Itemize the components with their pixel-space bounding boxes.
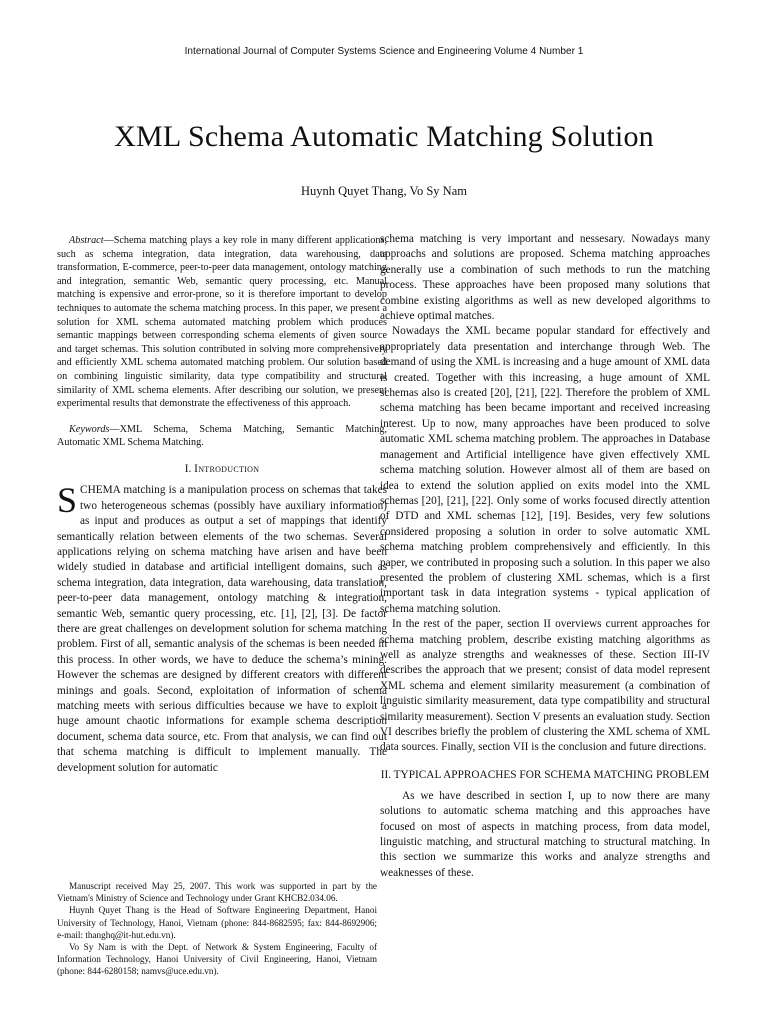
section-heading-typical-approaches: II. TYPICAL APPROACHES FOR SCHEMA MATCHING PROBLEM [380, 768, 710, 781]
keywords-paragraph [57, 423, 387, 450]
abstract-label: Abstract [69, 235, 104, 246]
right-column [380, 232, 710, 881]
footnote-manuscript: Manuscript received May 25, 2007. This work was supported in part by the Vietnam's Ministry of Science and Technology under Grant KHCB2.034.06. [57, 881, 377, 904]
intro-paragraph-1 [57, 480, 387, 776]
section-heading-introduction [57, 462, 387, 477]
keywords-label: Keywords [69, 423, 110, 435]
intro-paragraph-1-text: CHEMA matching is a manipulation process on schemas that takes two heterogeneous schemas (possibly have auxiliary information) as input and produces as output a set of mappings that identify semantically relation between elements of the two schemas. Several applications relying on schema matching have arisen and have been widely studied in database and artificial intelligent domains, such as schema integration, data integration, data warehousing, data translation, peer-to-peer data management, ontology matching & integration, semantic Web, semantic query processing, etc. [1], [2], [3]. De factor there are great challenges on development solution for schema matching problem. First of all, semantic analysis of the schemas is been needed in this process. In other words, we have to deduce the schema’s mining. However the schemas are designed by different creators with different minings and goals. Second, exploitation of information of schema matching meets with serious difficulties because we have to exploit a huge amount chaotic informations for example schema description document, schema data source, etc. From that analysis, we can find out that schema matching is difficult to implement manually. The development solution for automatic [57, 484, 387, 774]
abstract-paragraph [57, 234, 387, 411]
paper-title: XML Schema Automatic Matching Solution [114, 120, 654, 153]
footnote-author-1: Huynh Quyet Thang is the Head of Software Engineering Department, Hanoi University of Technology, Hanoi, Vietnam (phone: 844-8682595; fax: 844-8692906; e-mail: thanghq@it-hut.edu.vn). [57, 905, 377, 940]
intro-paragraph-1-continued: schema matching is very important and nessesary. Nowadays many approachs and solutions are proposed. Schema matching approaches generally use a combination of such methods to run the matching process. These approaches have been proposed many solutions that combine existing algorithms as well as new developed algorithms to achieve optimal matches. [380, 233, 710, 323]
section-number: I. [184, 462, 192, 475]
keywords-text: —XML Schema, Schema Matching, Semantic Matching, Automatic XML Schema Matching. [57, 423, 387, 449]
drop-cap: S [57, 480, 78, 521]
footnote-author-2: Vo Sy Nam is with the Dept. of Network & System Engineering, Faculty of Information Technology, Hanoi University of Civil Engineering, Hanoi, Vietnam (phone: 844-6280158; namvs@uce.edu.vn). [57, 942, 377, 977]
abstract-text: —Schema matching plays a key role in many different applications, such as schema integration, data integration, data warehousing, data transformation, E-commerce, peer-to-peer data management, ontology matching and integration, semantic Web, semantic query processing, etc. Manual matching is expensive and error-prone, so it is therefore important to develop techniques to automate the schema matching process. In this paper, we present a solution for XML schema automated matching problem which produces semantic mappings between corresponding schema elements of given source and target schemas. This solution contributed in solving more comprehensively and efficiently XML schema automated matching problem. Our solution based on combining linguistic similarity, data type compatibility and structural similarity of XML schema elements. After describing our solution, we present experimental results that demonstrate the effectiveness of this approach. [57, 235, 387, 410]
intro-paragraph-2: Nowadays the XML became popular standard for effectively and appropriately data presentation and interchange through Web. The demand of using the XML is increasing and a huge amount of XML data is created. Together with this increasing, a huge amount of XML schemas also is created [20], [21], [22]. Therefore the problem of XML schema matching has been became important and received increasing interest. Up to now, many approaches have been produced to solve automatic XML schema matching problem. The approaches in Database management and Artificial intelligence have given effectively XML schema matching solution. However almost all of them are based on idea to extend the solution applied on exits model into the XML schemas [20], [21], [22]. Only some of works focused directly attention of DTD and XML schemas [12], [19]. Besides, very few solutions considered proposing a solution in order to solve automatic XML schema matching problem comprehensively and efficiently. In this paper, we contributed in proposing such a solution. In this paper we also presented the problem of clustering XML schemas, which is a first important task in data integration systems - typical application of schema matching solution. [380, 325, 710, 615]
intro-paragraph-3: In the rest of the paper, section II overviews current approaches for schema matching problem, describe existing matching algorithms as well as analyze strengths and weaknesses of these. Section III-IV describes the approach that we present; consist of data model represent XML schema and element similarity measurement (a combination of linguistic similarity measurement, data type compatibility and structural similarity measurement). Section V presents an evaluation study. Section VI describes briefly the problem of clustering the XML schema of XML data sources. Finally, section VII is the conclusion and future directions. [380, 618, 710, 754]
left-column [57, 234, 387, 776]
footnotes [57, 880, 377, 978]
section-title: Introduction [194, 462, 260, 475]
paper-authors: Huynh Quyet Thang, Vo Sy Nam [301, 184, 467, 198]
journal-header: International Journal of Computer Systems Science and Engineering Volume 4 Number 1 [184, 46, 584, 57]
section2-paragraph-1: As we have described in section I, up to now there are many solutions to automatic schema matching and this approaches have focused on most of aspects in matching process, from data model, linguistic matching, and structural matching to structural matching. In this section we summarize this works and analyze strengths and weaknesses of these. [380, 789, 710, 879]
